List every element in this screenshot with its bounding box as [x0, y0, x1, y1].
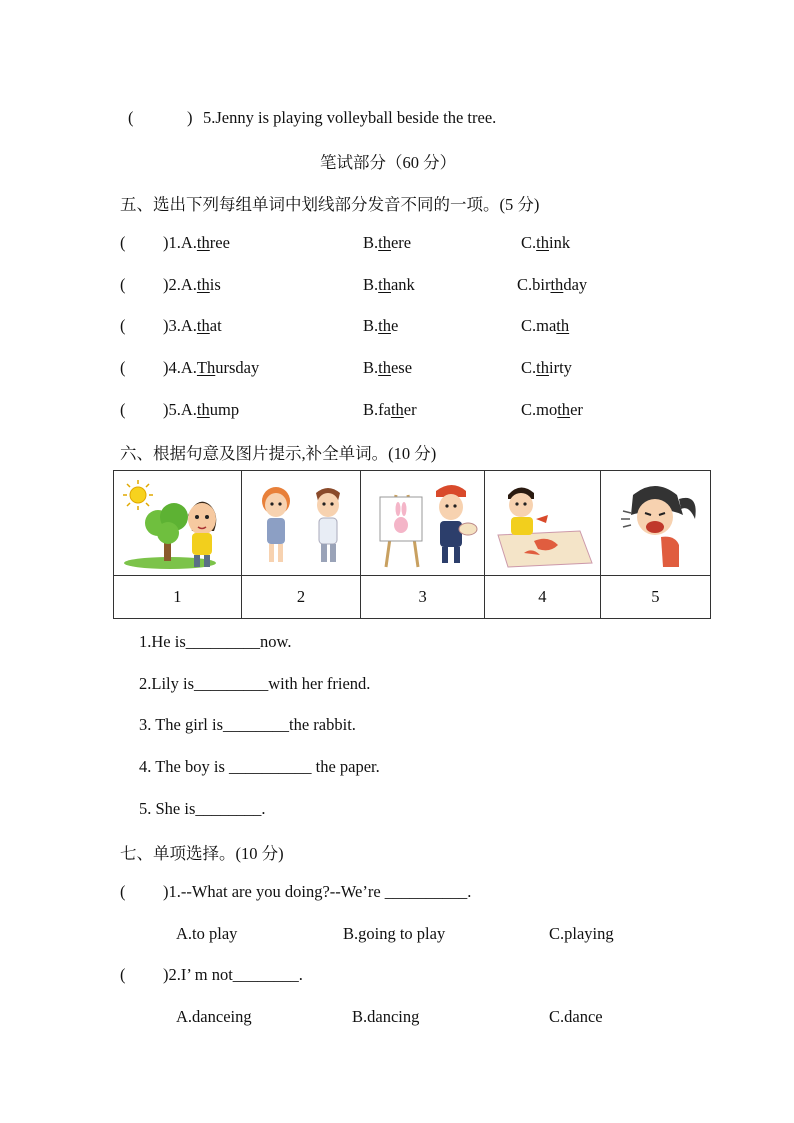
word-part: er — [570, 400, 583, 419]
word-part: B. — [363, 358, 379, 377]
picture-cell-4 — [484, 471, 600, 576]
top-item-paren-close: ) — [187, 108, 193, 127]
underlined-letters: th — [378, 316, 391, 335]
phonics-row-number: )5.A. — [163, 400, 197, 419]
word-part: irty — [548, 358, 572, 377]
word-part: C.mo — [521, 400, 558, 419]
question-1-option-b: B.going to play — [343, 924, 446, 943]
question-1-option-c: C.playing — [549, 924, 614, 943]
underlined-letters: th — [550, 275, 564, 294]
phonics-row-number: )1.A. — [163, 233, 197, 252]
fill-sentence-1: 1.He is_________now. — [139, 632, 292, 651]
top-item-text: 5.Jenny is playing volleyball beside the tree. — [203, 108, 497, 127]
phonics-row-5-option-a — [163, 400, 239, 420]
question-1-option-a: A.to play — [176, 924, 238, 943]
phonics-row-paren: ( — [120, 275, 126, 294]
phonics-row-1-option-a — [163, 233, 230, 253]
word-part: is — [209, 275, 221, 294]
word-part: ump — [209, 400, 240, 419]
word-part: ursday — [215, 358, 260, 377]
phonics-row-1-option-b — [363, 233, 411, 253]
girl-painting-rabbit-picture — [366, 475, 480, 571]
picture-number-4: 4 — [484, 576, 600, 619]
phonics-row-paren: ( — [120, 233, 126, 252]
word-part: e — [390, 316, 399, 335]
word-part: C.bir — [517, 275, 551, 294]
question-2-option-a: A.danceing — [176, 1007, 252, 1026]
picture-number-2: 2 — [241, 576, 361, 619]
word-part: ink — [548, 233, 571, 252]
word-part: C. — [521, 233, 537, 252]
fill-sentence-5: 5. She is________. — [139, 799, 266, 818]
boy-cutting-paper-picture — [488, 475, 596, 571]
word-part: ese — [390, 358, 413, 377]
question-paren: ( — [120, 965, 126, 984]
picture-cell-3 — [361, 471, 485, 576]
question-2-text: )2.I’ m not________. — [163, 965, 303, 984]
word-part: ank — [390, 275, 415, 294]
picture-cell-5 — [600, 471, 710, 576]
word-part: er — [403, 400, 417, 419]
underlined-letters: th — [536, 233, 549, 252]
phonics-row-5-option-b — [363, 400, 417, 420]
picture-number-1: 1 — [114, 576, 242, 619]
underlined-letters: th — [378, 358, 391, 377]
underlined-letters: Th — [196, 358, 216, 377]
phonics-row-number: )4.A. — [163, 358, 197, 377]
word-part: at — [209, 316, 222, 335]
underlined-letters: th — [378, 275, 391, 294]
word-part: C. — [521, 358, 537, 377]
section5-title: 五、选出下列每组单词中划线部分发音不同的一项。(5 分) — [120, 195, 540, 214]
phonics-row-5-option-c — [521, 400, 583, 420]
underlined-letters: th — [196, 275, 210, 294]
two-kids-talking-picture — [246, 475, 356, 571]
word-part: ree — [209, 233, 230, 252]
phonics-row-paren: ( — [120, 316, 126, 335]
word-part: ere — [390, 233, 412, 252]
underlined-letters: th — [556, 316, 570, 335]
word-part: B. — [363, 233, 379, 252]
phonics-row-4-option-a — [163, 358, 259, 378]
question-paren: ( — [120, 882, 126, 901]
section7-title: 七、单项选择。(10 分) — [120, 844, 284, 863]
word-part: B.fa — [363, 400, 391, 419]
phonics-row-number: )3.A. — [163, 316, 197, 335]
top-item-paren-open: ( — [128, 108, 134, 127]
phonics-row-1-option-c — [521, 233, 570, 253]
fill-sentence-4: 4. The boy is __________ the paper. — [139, 757, 380, 776]
picture-cell-1 — [114, 471, 242, 576]
phonics-row-2-option-c — [517, 275, 587, 295]
picture-table — [113, 470, 711, 619]
phonics-row-3-option-a — [163, 316, 222, 336]
phonics-row-number: )2.A. — [163, 275, 197, 294]
underlined-letters: th — [196, 316, 210, 335]
underlined-letters: th — [378, 233, 391, 252]
picture-number-5: 5 — [600, 576, 710, 619]
phonics-row-2-option-b — [363, 275, 415, 295]
phonics-row-3-option-c — [521, 316, 569, 336]
underlined-letters: th — [196, 400, 210, 419]
word-part: C.ma — [521, 316, 557, 335]
phonics-row-3-option-b — [363, 316, 398, 336]
phonics-row-4-option-b — [363, 358, 412, 378]
phonics-row-2-option-a — [163, 275, 221, 295]
fill-sentence-3: 3. The girl is________the rabbit. — [139, 715, 356, 734]
underlined-letters: th — [196, 233, 210, 252]
picture-cell-2 — [241, 471, 361, 576]
question-2-option-b: B.dancing — [352, 1007, 420, 1026]
phonics-row-4-option-c — [521, 358, 572, 378]
picture-number-3: 3 — [361, 576, 485, 619]
boy-hot-sun-picture — [118, 475, 236, 571]
written-part-title: 笔试部分（60 分） — [320, 153, 457, 172]
word-part: day — [563, 275, 588, 294]
underlined-letters: th — [557, 400, 571, 419]
word-part: B. — [363, 275, 379, 294]
phonics-row-paren: ( — [120, 400, 126, 419]
girl-crying-picture — [603, 475, 707, 571]
section6-title: 六、根据句意及图片提示,补全单词。(10 分) — [120, 444, 437, 463]
phonics-row-paren: ( — [120, 358, 126, 377]
question-2-option-c: C.dance — [549, 1007, 603, 1026]
fill-sentence-2: 2.Lily is_________with her friend. — [139, 674, 371, 693]
word-part: B. — [363, 316, 379, 335]
underlined-letters: th — [390, 400, 404, 419]
question-1-text: )1.--What are you doing?--We’re __________. — [163, 882, 472, 901]
underlined-letters: th — [536, 358, 549, 377]
